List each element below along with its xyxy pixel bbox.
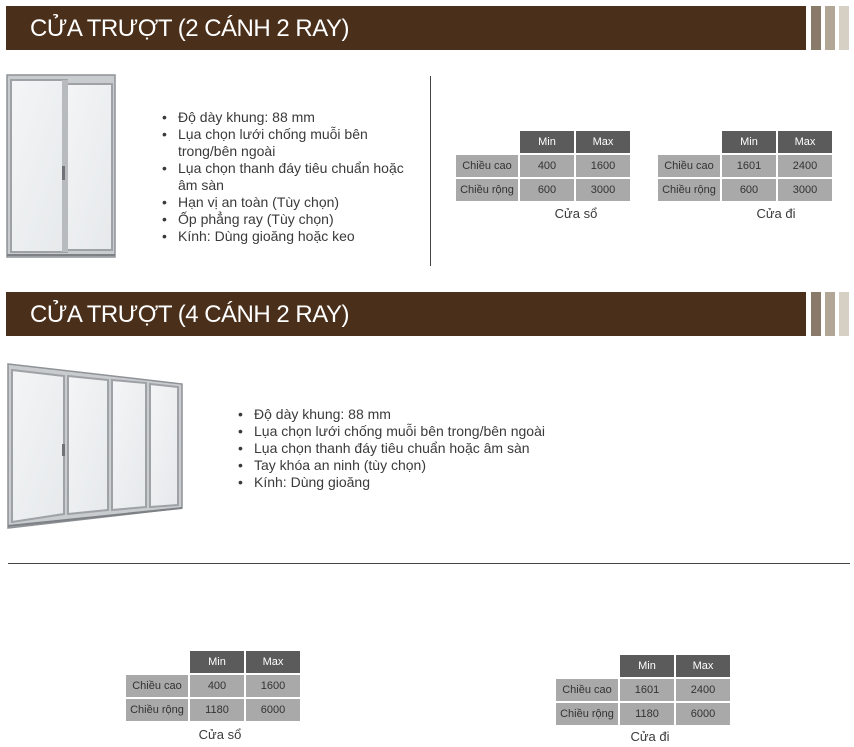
spec-item: • Lụa chọn lưới chống muỗi bên trong/bên ngoài [160, 126, 422, 160]
banner-stripe [811, 292, 821, 336]
min-header: Min [520, 131, 574, 153]
row-label: Chiều rộng [456, 179, 518, 201]
spec-item: • Kính: Dùng gioăng [236, 474, 596, 491]
max-value: 6000 [676, 703, 730, 725]
section-1-spec-list [160, 109, 422, 245]
section-divider [8, 563, 850, 564]
min-value: 400 [520, 155, 574, 177]
banner-stripe [811, 6, 821, 50]
row-label: Chiều cao [556, 679, 618, 701]
section-2-banner [6, 292, 806, 336]
spec-item: • Lụa chọn thanh đáy tiêu chuẩn hoặc âm sàn [160, 160, 422, 194]
row-label: Chiều rộng [126, 699, 188, 721]
table-caption: Cửa đi [756, 206, 796, 221]
section-1-window-size-table [454, 129, 632, 203]
min-value: 1180 [620, 703, 674, 725]
table-caption: Cửa sổ [198, 727, 242, 742]
spec-item: • Độ dày khung: 88 mm [160, 109, 422, 126]
sliding-window-4-panel-image [6, 362, 186, 530]
spec-item: • Hạn vị an toàn (Tùy chọn) [160, 194, 422, 211]
min-value: 400 [190, 675, 244, 697]
min-header: Min [620, 655, 674, 677]
max-value: 3000 [778, 179, 832, 201]
min-value: 1601 [620, 679, 674, 701]
max-value: 2400 [778, 155, 832, 177]
spec-item: • Lụa chọn lưới chống muỗi bên trong/bên ngoài [236, 423, 596, 440]
max-value: 6000 [246, 699, 300, 721]
spec-item: • Ốp phẳng ray (Tùy chọn) [160, 211, 422, 228]
min-value: 1180 [190, 699, 244, 721]
min-header: Min [722, 131, 776, 153]
banner-stripe [825, 292, 835, 336]
row-label: Chiều cao [126, 675, 188, 697]
section-1-door-size-table [656, 129, 834, 203]
max-header: Max [246, 651, 300, 673]
section-2-spec-list [236, 406, 596, 491]
table-caption: Cửa sổ [554, 206, 598, 221]
max-header: Max [778, 131, 832, 153]
spec-item: • Độ dày khung: 88 mm [236, 406, 596, 423]
max-value: 1600 [576, 155, 630, 177]
banner-stripe [825, 6, 835, 50]
row-label: Chiều cao [658, 155, 720, 177]
section-2-title: CỬA TRƯỢT (4 CÁNH 2 RAY) [30, 301, 349, 328]
spec-item: • Kính: Dùng gioăng hoặc keo [160, 228, 422, 245]
section-2-door-size-table [554, 653, 732, 727]
min-value: 1601 [722, 155, 776, 177]
section-1-banner [6, 6, 806, 50]
spec-item: • Lụa chọn thanh đáy tiêu chuẩn hoặc âm sàn [236, 440, 596, 457]
row-label: Chiều cao [456, 155, 518, 177]
min-value: 600 [520, 179, 574, 201]
sliding-window-2-panel-image [6, 74, 118, 260]
min-header: Min [190, 651, 244, 673]
max-header: Max [676, 655, 730, 677]
max-value: 3000 [576, 179, 630, 201]
banner-stripe [839, 292, 849, 336]
max-value: 2400 [676, 679, 730, 701]
max-header: Max [576, 131, 630, 153]
table-caption: Cửa đi [630, 729, 670, 744]
row-label: Chiều rộng [658, 179, 720, 201]
spec-item: • Tay khóa an ninh (tùy chọn) [236, 457, 596, 474]
section-divider [430, 76, 431, 266]
section-1-title: CỬA TRƯỢT (2 CÁNH 2 RAY) [30, 15, 349, 42]
row-label: Chiều rộng [556, 703, 618, 725]
banner-stripe [839, 6, 849, 50]
min-value: 600 [722, 179, 776, 201]
section-2-window-size-table [124, 649, 302, 723]
max-value: 1600 [246, 675, 300, 697]
